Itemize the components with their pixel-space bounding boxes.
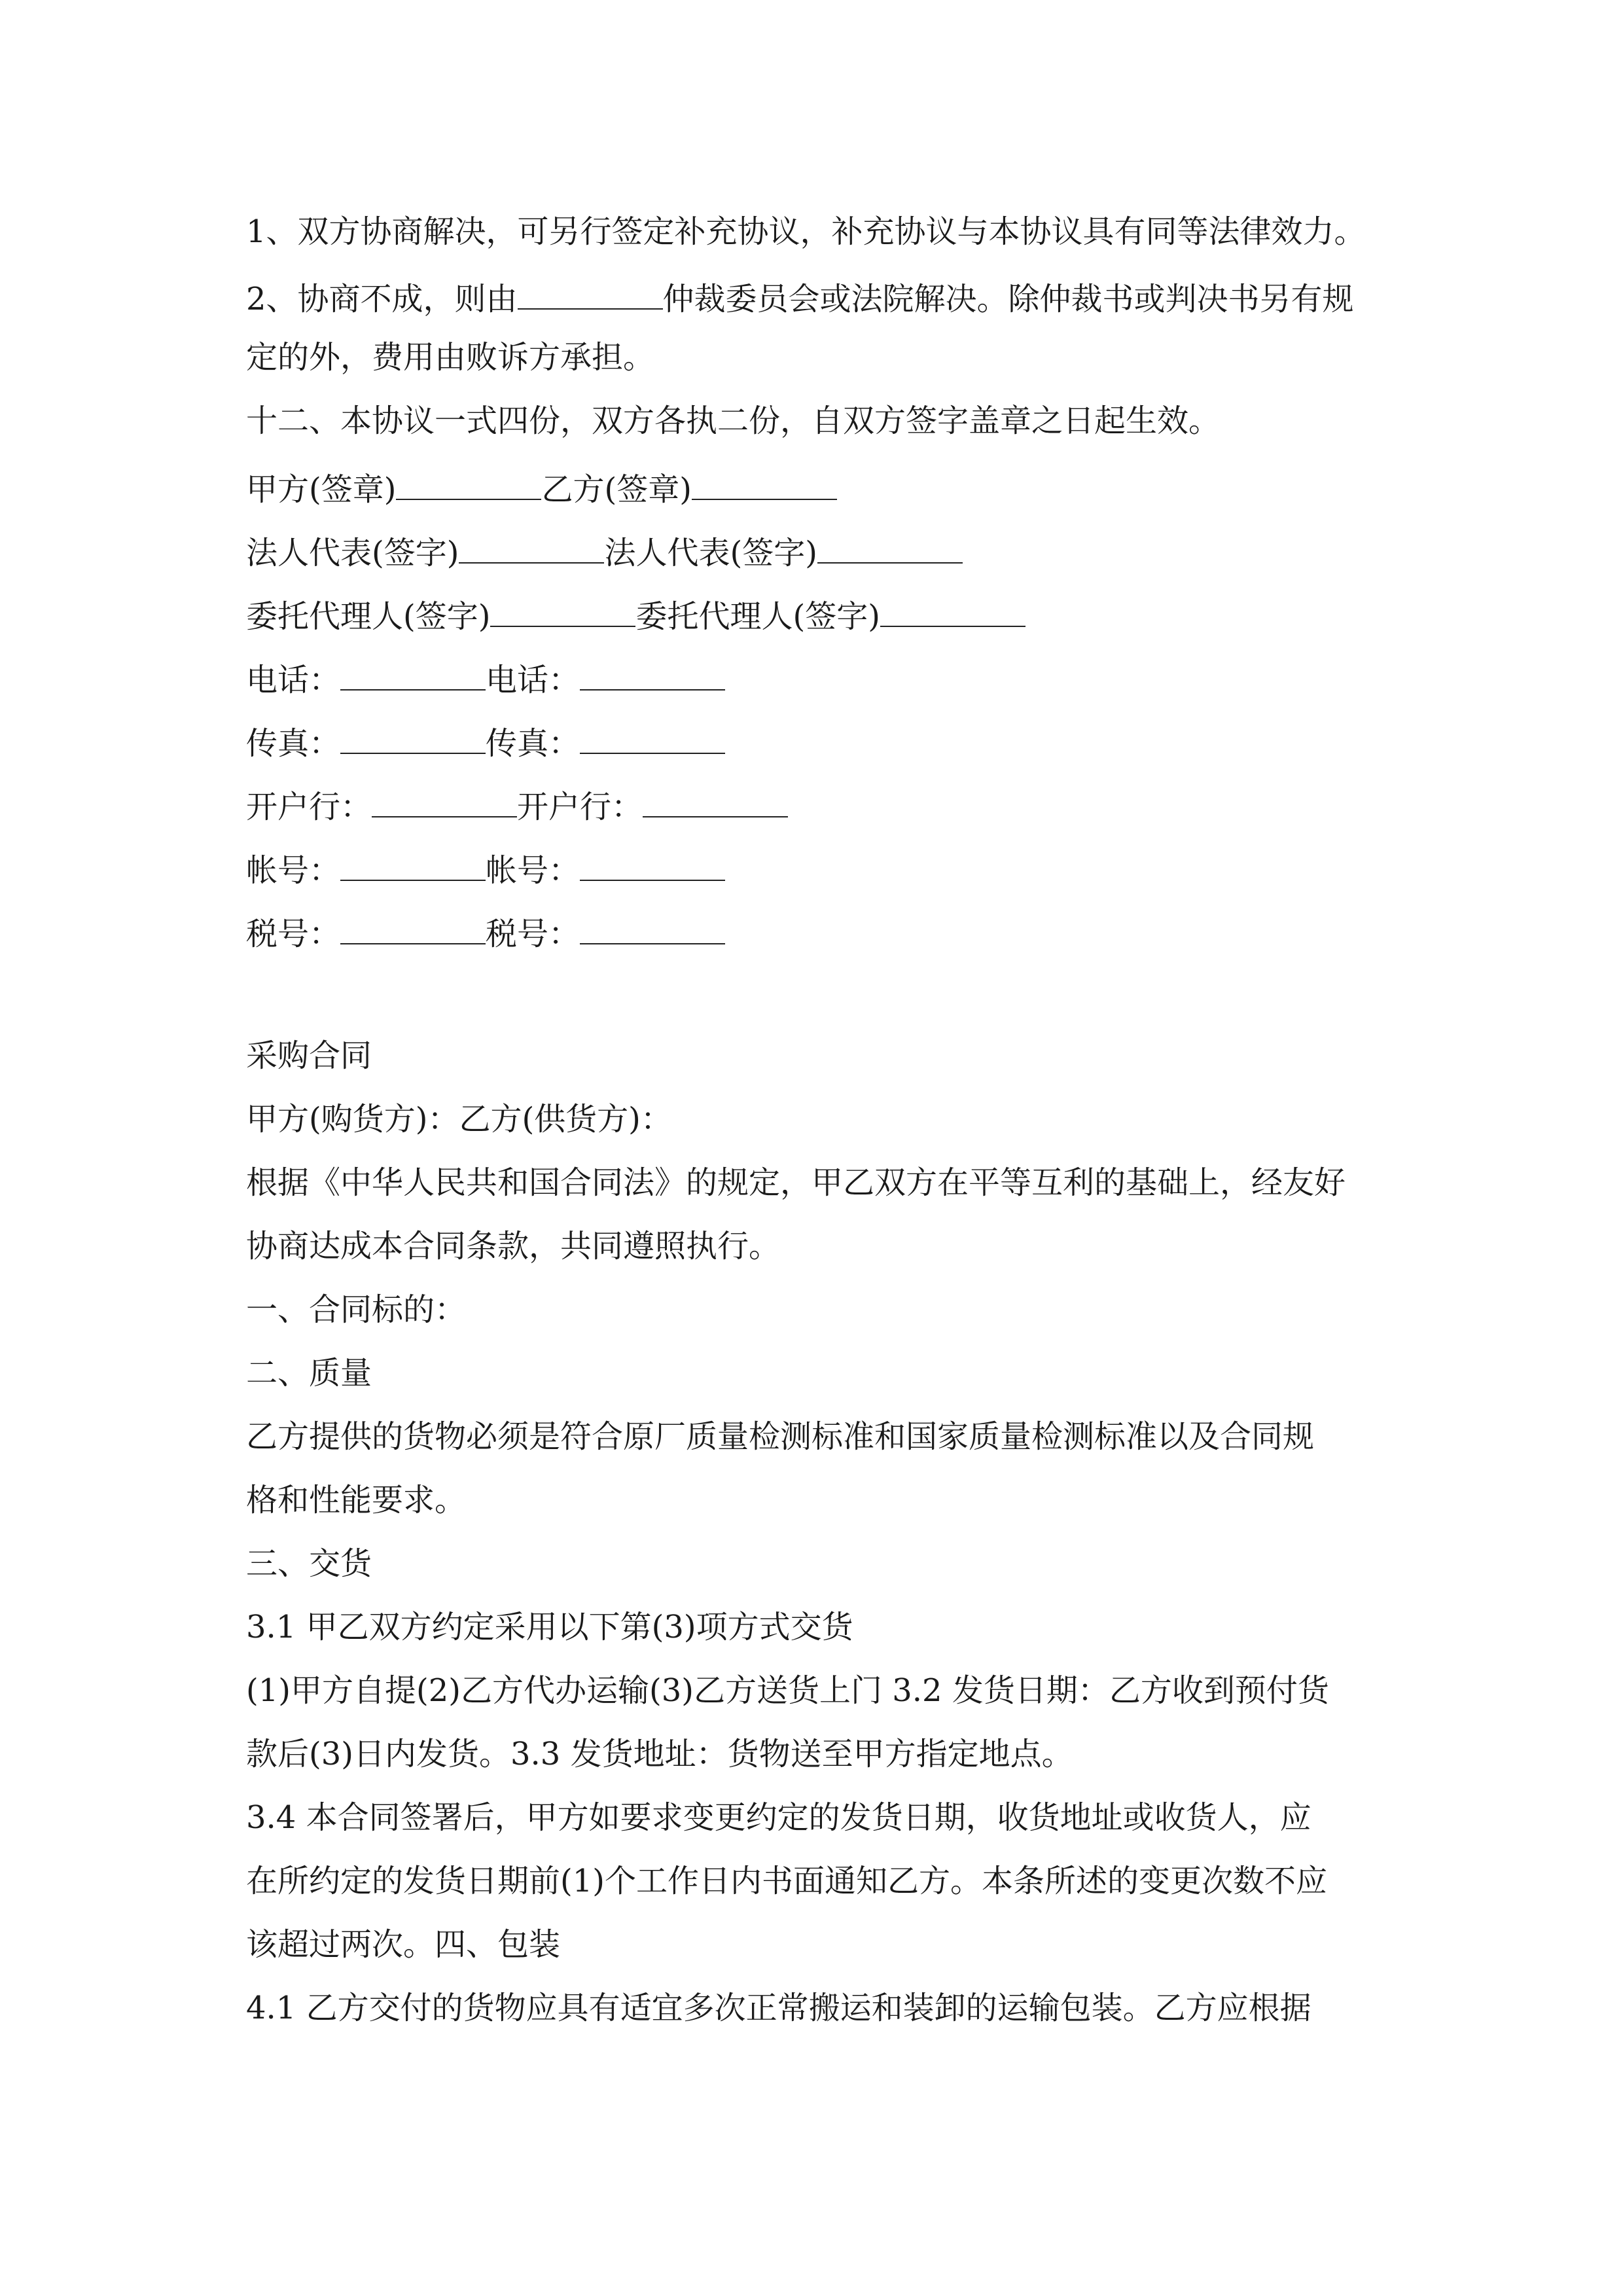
quality-text-cont: 格和性能要求。 — [246, 1482, 467, 1518]
party-b-legal-rep-blank[interactable] — [817, 532, 963, 564]
sig-phone-row: 电话： 电话： — [246, 659, 725, 696]
arbitration-blank[interactable] — [518, 278, 663, 310]
section-2-heading: 二、质量 — [246, 1355, 372, 1391]
sig-fax-row: 传真： 传真： — [246, 723, 725, 759]
clause-2: 2、协商不成，则由 仲裁委员会或法院解决。除仲裁书或判决书另有规 — [246, 278, 1354, 315]
party-a-seal-blank[interactable] — [396, 469, 541, 500]
delivery-3-4-end: 该超过两次。四、包装 — [246, 1926, 561, 1963]
quality-text: 乙方提供的货物必须是符合原厂质量检测标准和国家质量检测标准以及合同规 — [246, 1418, 1315, 1455]
packaging-4-1: 4.1 乙方交付的货物应具有适宜多次正常搬运和装卸的运输包装。乙方应根据 — [246, 1990, 1311, 2026]
sig-account-row: 帐号： 帐号： — [246, 850, 725, 886]
sig-agent-row: 委托代理人(签字) 委托代理人(签字) — [246, 596, 1026, 632]
clause-1: 1、双方协商解决，可另行签定补充协议，补充协议与本协议具有同等法律效力。 — [246, 213, 1366, 250]
clause-12: 十二、本协议一式四份，双方各执二份，自双方签字盖章之日起生效。 — [246, 403, 1221, 439]
party-b-tax-blank[interactable] — [580, 913, 725, 944]
contract-parties: 甲方(购货方)：乙方(供货方)： — [246, 1101, 672, 1138]
delivery-3-4: 3.4 本合同签署后，甲方如要求变更约定的发货日期，收货地址或收货人，应 — [246, 1799, 1311, 1836]
delivery-3-1: 3.1 甲乙双方约定采用以下第(3)项方式交货 — [246, 1609, 853, 1645]
contract-intro-cont: 协商达成本合同条款，共同遵照执行。 — [246, 1228, 781, 1265]
party-a-phone-blank[interactable] — [340, 659, 486, 691]
sig-seal-row: 甲方(签章) 乙方(签章) — [246, 469, 837, 505]
party-a-legal-rep-blank[interactable] — [459, 532, 604, 564]
sig-bank-row: 开户行： 开户行： — [246, 786, 788, 823]
party-a-account-blank[interactable] — [340, 850, 486, 881]
sig-tax-row: 税号： 税号： — [246, 913, 725, 950]
contract-title: 采购合同 — [246, 1037, 372, 1074]
party-b-account-blank[interactable] — [580, 850, 725, 881]
party-b-fax-blank[interactable] — [580, 723, 725, 754]
party-a-fax-blank[interactable] — [340, 723, 486, 754]
delivery-3-2-cont: 款后(3)日内发货。3.3 发货地址：货物送至甲方指定地点。 — [246, 1736, 1073, 1772]
sig-legal-rep-row: 法人代表(签字) 法人代表(签字) — [246, 532, 963, 569]
party-b-agent-blank[interactable] — [880, 596, 1026, 627]
section-3-heading: 三、交货 — [246, 1545, 372, 1582]
party-a-agent-blank[interactable] — [490, 596, 635, 627]
delivery-3-4-cont: 在所约定的发货日期前(1)个工作日内书面通知乙方。本条所述的变更次数不应 — [246, 1863, 1327, 1899]
section-1-heading: 一、合同标的： — [246, 1291, 467, 1328]
party-b-bank-blank[interactable] — [643, 786, 788, 817]
party-b-seal-blank[interactable] — [692, 469, 837, 500]
contract-intro: 根据《中华人民共和国合同法》的规定，甲乙双方在平等互利的基础上，经友好 — [246, 1164, 1346, 1201]
party-b-phone-blank[interactable] — [580, 659, 725, 691]
party-a-bank-blank[interactable] — [372, 786, 517, 817]
delivery-3-2: (1)甲方自提(2)乙方代办运输(3)乙方送货上门 3.2 发货日期：乙方收到预付货 — [246, 1672, 1329, 1709]
clause-2-cont: 定的外，费用由败诉方承担。 — [246, 339, 655, 376]
party-a-tax-blank[interactable] — [340, 913, 486, 944]
